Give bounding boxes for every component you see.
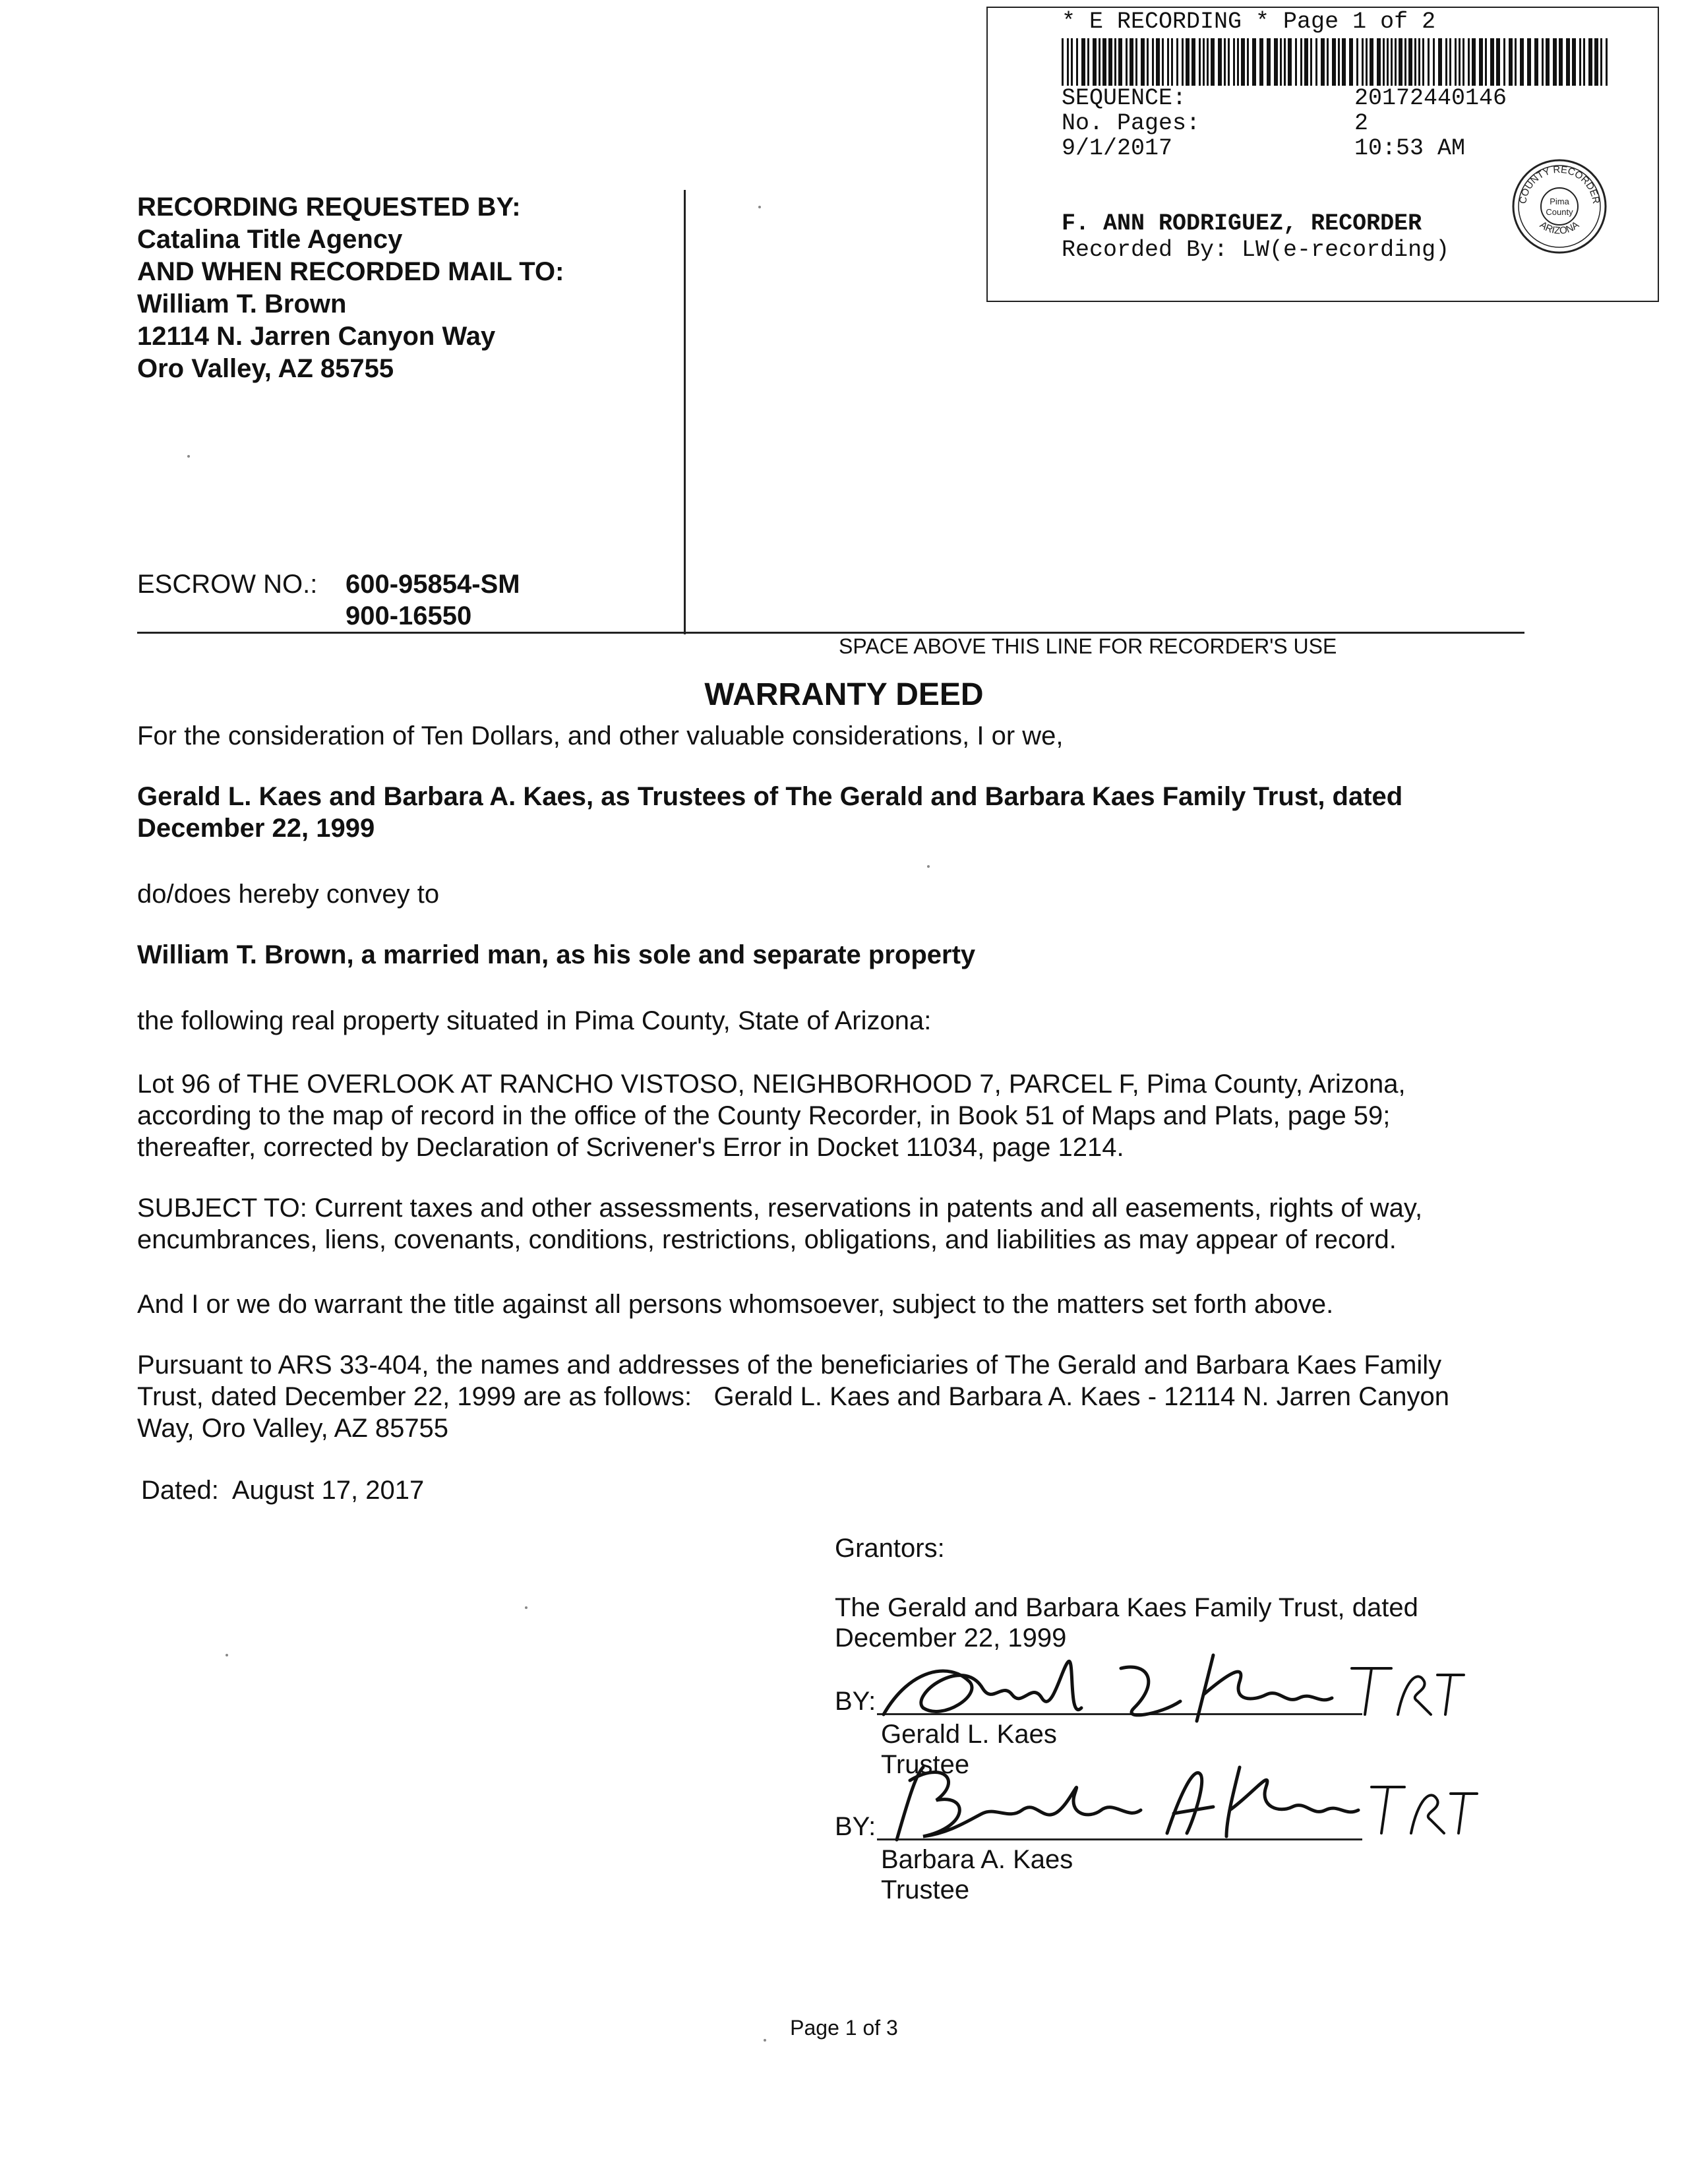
trust-line-1: The Gerald and Barbara Kaes Family Trust, dated [835, 1593, 1418, 1622]
recording-date: 9/1/2017 [1062, 135, 1173, 162]
barcode-bar [1218, 38, 1222, 86]
barcode-bar [1147, 38, 1149, 86]
barcode-bar [1422, 38, 1424, 86]
barcode-bar [1141, 38, 1145, 86]
barcode-bar [1162, 38, 1164, 86]
barcode-bar [1391, 38, 1393, 86]
barcode-bar [1606, 38, 1608, 86]
barcode-bar [1093, 38, 1097, 86]
barcode-bar [1259, 38, 1263, 86]
sequence-value: 20172440146 [1354, 85, 1507, 111]
barcode-bar [1118, 38, 1122, 86]
barcode-bar [1327, 38, 1329, 86]
barcode-bar [1295, 38, 1297, 86]
barcode-bar [1224, 38, 1226, 86]
barcode-graphic [1062, 38, 1613, 86]
barcode-bar [1490, 38, 1494, 86]
barcode-bar [1099, 38, 1100, 86]
mail-to-city: Oro Valley, AZ 85755 [137, 354, 394, 383]
barcode-bar [1237, 38, 1239, 86]
ars-line-2: Trust, dated December 22, 1999 are as follows: Gerald L. Kaes and Barbara A. Kaes - 12114 N. Jarren Canyon [137, 1382, 1449, 1411]
barcode-bar [1191, 38, 1195, 86]
barcode-bar [1455, 38, 1457, 86]
barcode-bar [1087, 38, 1089, 86]
barcode-bar [1559, 38, 1563, 86]
barcode-bar [1594, 38, 1598, 86]
subject-to-line-1: SUBJECT TO: Current taxes and other assessments, reservations in patents and all easements, rights of way, [137, 1194, 1423, 1223]
barcode-bar [1321, 38, 1325, 86]
barcode-bar [1383, 38, 1385, 86]
barcode-bar [1186, 38, 1190, 86]
barcode-bar [1280, 38, 1282, 86]
barcode-bar [1108, 38, 1112, 86]
scan-speck [525, 1606, 528, 1609]
barcode-bar [1459, 38, 1461, 86]
signer-2-name: Barbara A. Kaes [881, 1845, 1073, 1874]
ars-line-3: Way, Oro Valley, AZ 85755 [137, 1414, 449, 1443]
signer-2-title: Trustee [881, 1875, 970, 1904]
barcode-bar [1076, 38, 1078, 86]
seal-inner-text-2: County [1546, 207, 1573, 217]
grantors-label: Grantors: [835, 1534, 945, 1563]
barcode-bar [1583, 38, 1585, 86]
barcode-bar [1428, 38, 1430, 86]
signer-1-name: Gerald L. Kaes [881, 1720, 1057, 1749]
escrow-number-1: 600-95854-SM [346, 570, 520, 599]
barcode-bar [1182, 38, 1184, 86]
barcode-bar [1572, 38, 1576, 86]
barcode-bar [1588, 38, 1592, 86]
barcode-bar [1102, 38, 1106, 86]
mail-to-street: 12114 N. Jarren Canyon Way [137, 322, 496, 351]
barcode-bar [1520, 38, 1524, 86]
barcode-bar [1479, 38, 1483, 86]
barcode-bar [1241, 38, 1245, 86]
barcode-bar [1067, 38, 1069, 86]
escrow-number-2: 900-16550 [346, 601, 472, 630]
barcode-bar [1300, 38, 1302, 86]
legal-description-line-1: Lot 96 of THE OVERLOOK AT RANCHO VISTOSO, NEIGHBORHOOD 7, PARCEL F, Pima County, Arizona, [137, 1070, 1406, 1099]
recording-requested-block [137, 191, 564, 385]
barcode-bar [1176, 38, 1178, 86]
by-label-2: BY: [835, 1812, 876, 1841]
barcode-bar [1156, 38, 1160, 86]
barcode-bar [1247, 38, 1249, 86]
ars-line-1: Pursuant to ARS 33-404, the names and addresses of the beneficiaries of The Gerald and Barbara Kaes Family [137, 1350, 1442, 1380]
barcode-bar [1167, 38, 1169, 86]
barcode-bar [1203, 38, 1205, 86]
barcode-bar [1445, 38, 1447, 86]
barcode-bar [1438, 38, 1442, 86]
barcode-bar [1274, 38, 1278, 86]
seal-outer-text: COUNTY RECORDER [1517, 164, 1602, 205]
barcode-bar [1228, 38, 1230, 86]
legal-description-line-3: thereafter, corrected by Declaration of Scrivener's Error in Docket 11034, page 1214. [137, 1133, 1124, 1162]
deed-title: WARRANTY DEED [704, 677, 984, 712]
barcode-bar [1509, 38, 1513, 86]
barcode-bar [1207, 38, 1209, 86]
barcode-bar [1233, 38, 1235, 86]
by-label-1: BY: [835, 1687, 876, 1716]
barcode-bar [1462, 38, 1464, 86]
escrow-label: ESCROW NO.: [137, 570, 318, 599]
barcode-bar [1485, 38, 1487, 86]
seal-bottom-text: ARIZONA [1537, 219, 1582, 237]
barcode-bar [1370, 38, 1373, 86]
grantors-line-2: December 22, 1999 [137, 814, 375, 843]
barcode-bar [1527, 38, 1531, 86]
barcode-bar [1356, 38, 1358, 86]
barcode-bar [1342, 38, 1346, 86]
barcode-bar [1496, 38, 1500, 86]
barcode-bar [1600, 38, 1602, 86]
convey-text: do/does hereby convey to [137, 880, 440, 909]
recorder-use-divider [137, 632, 1524, 634]
barcode-bar [1472, 38, 1476, 86]
barcode-bar [1135, 38, 1137, 86]
signature-2-handwriting [884, 1754, 1477, 1853]
county-seal-icon [1510, 157, 1609, 256]
recorder-use-note: SPACE ABOVE THIS LINE FOR RECORDER'S USE [839, 634, 1337, 658]
barcode-bar [1449, 38, 1451, 86]
barcode-bar [1566, 38, 1570, 86]
barcode-bar [1130, 38, 1133, 86]
scan-speck [927, 865, 930, 868]
barcode-bar [1332, 38, 1336, 86]
consideration-text: For the consideration of Ten Dollars, and other valuable considerations, I or we, [137, 721, 1064, 750]
barcode-bar [1546, 38, 1550, 86]
barcode-bar [1408, 38, 1412, 86]
legal-description-line-2: according to the map of record in the office of the County Recorder, in Book 51 of Maps and Plats, page 59; [137, 1101, 1391, 1130]
barcode-bar [1267, 38, 1271, 86]
seal-inner-text-1: Pima [1550, 197, 1569, 206]
barcode-bar [1199, 38, 1201, 86]
svg-text:ARIZONA [1538, 219, 1581, 236]
barcode-bar [1377, 38, 1381, 86]
pages-label: No. Pages: [1062, 110, 1201, 136]
barcode-bar [1366, 38, 1368, 86]
property-intro: the following real property situated in Pima County, State of Arizona: [137, 1006, 932, 1035]
warrant-text: And I or we do warrant the title against all persons whomsoever, subject to the matters set forth above. [137, 1290, 1334, 1319]
barcode-bar [1387, 38, 1389, 86]
barcode-bar [1152, 38, 1154, 86]
stamp-header: * E RECORDING * Page 1 of 2 [1062, 9, 1436, 35]
barcode-bar [1395, 38, 1397, 86]
barcode-bar [1515, 38, 1517, 86]
barcode-bar [1062, 38, 1064, 86]
barcode-bar [1171, 38, 1173, 86]
barcode-bar [1310, 38, 1312, 86]
grantors-line-1: Gerald L. Kaes and Barbara A. Kaes, as Trustees of The Gerald and Barbara Kaes Family Trust, dated [137, 782, 1403, 811]
mail-to-name: William T. Brown [137, 289, 347, 318]
scan-speck [764, 2039, 766, 2042]
barcode-bar [1579, 38, 1581, 86]
barcode-bar [1349, 38, 1353, 86]
barcode-bar [1399, 38, 1402, 86]
sequence-label: SEQUENCE: [1062, 85, 1187, 111]
recorder-name: F. ANN RODRIGUEZ, RECORDER [1062, 210, 1422, 237]
barcode-bar [1288, 38, 1292, 86]
barcode-bar [1433, 38, 1435, 86]
barcode-bar [1534, 38, 1538, 86]
barcode-bar [1114, 38, 1116, 86]
recorded-by: Recorded By: LW(e-recording) [1062, 237, 1450, 263]
barcode-bar [1418, 38, 1420, 86]
scan-speck [226, 1654, 228, 1656]
barcode-bar [1542, 38, 1544, 86]
barcode-bar [1284, 38, 1286, 86]
trust-line-2: December 22, 1999 [835, 1623, 1067, 1653]
header-vertical-divider [684, 190, 686, 634]
dated-text: Dated: August 17, 2017 [141, 1476, 425, 1505]
barcode-bar [1304, 38, 1308, 86]
barcode-bar [1468, 38, 1470, 86]
mail-to-label: AND WHEN RECORDED MAIL TO: [137, 257, 564, 286]
barcode-bar [1553, 38, 1557, 86]
page-number: Page 1 of 3 [790, 2016, 898, 2040]
scan-speck [758, 206, 761, 208]
recording-time: 10:53 AM [1354, 135, 1466, 162]
barcode-bar [1404, 38, 1406, 86]
requested-by-name: Catalina Title Agency [137, 225, 403, 254]
requested-by-label: RECORDING REQUESTED BY: [137, 193, 521, 222]
pages-value: 2 [1354, 110, 1369, 136]
barcode-bar [1414, 38, 1416, 86]
barcode-bar [1362, 38, 1364, 86]
barcode-bar [1211, 38, 1215, 86]
barcode-bar [1126, 38, 1128, 86]
signer-1-title: Trustee [881, 1750, 970, 1779]
subject-to-line-2: encumbrances, liens, covenants, conditions, restrictions, obligations, and liabilities as may appear of record. [137, 1225, 1397, 1254]
grantee-text: William T. Brown, a married man, as his sole and separate property [137, 940, 976, 969]
barcode-bar [1503, 38, 1505, 86]
barcode-bar [1071, 38, 1073, 86]
barcode-bar [1315, 38, 1317, 86]
barcode-bar [1081, 38, 1085, 86]
barcode-bar [1252, 38, 1256, 86]
barcode-bar [1338, 38, 1340, 86]
scan-speck [187, 455, 190, 458]
